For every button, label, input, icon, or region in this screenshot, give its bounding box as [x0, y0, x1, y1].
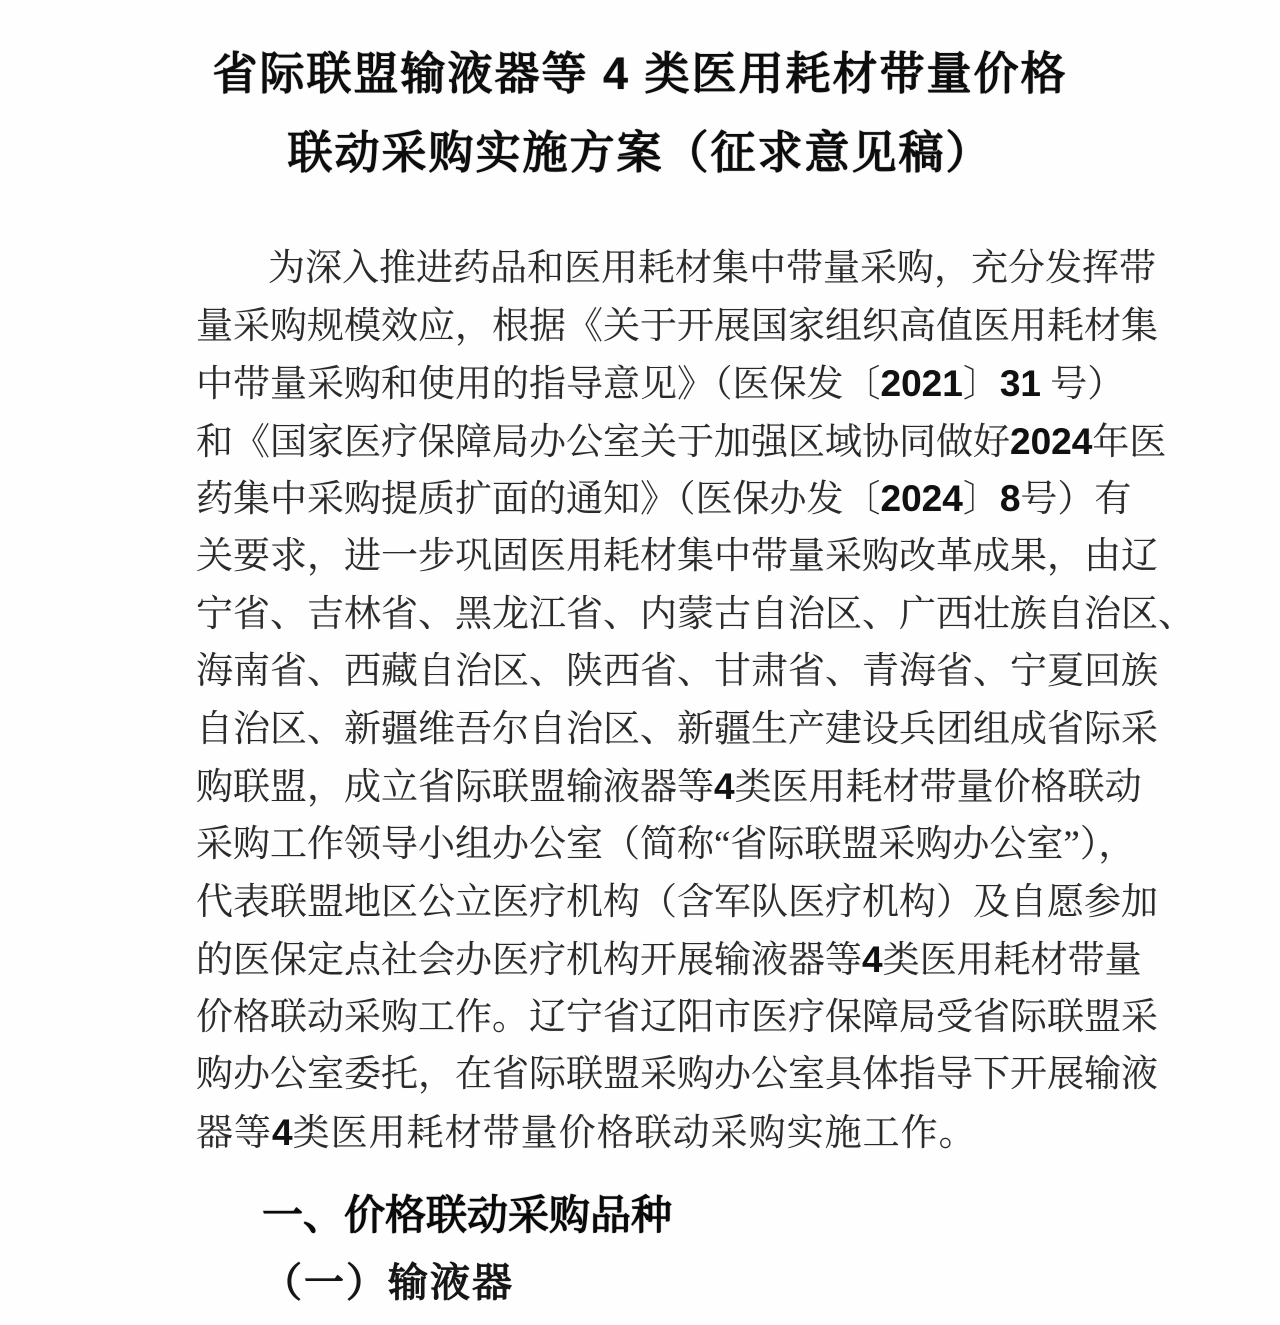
paragraph-line: 价格联动采购工作。辽宁省辽阳市医疗保障局受省际联盟采: [196, 996, 1158, 1038]
paragraph-line: 宁省、吉林省、黑龙江省、内蒙古自治区、广西壮族自治区、: [196, 593, 1195, 635]
paragraph-line: 器等4类医用耗材带量价格联动采购实施工作。: [196, 1111, 977, 1154]
paragraph-line: 自治区、新疆维吾尔自治区、新疆生产建设兵团组成省际采: [196, 708, 1158, 750]
section-heading-1: 一、价格联动采购品种: [262, 1191, 672, 1238]
paragraph-line: 中带量采购和使用的指导意见》（医保发〔2021〕31 号）: [196, 363, 1125, 406]
document-title-line-1: 省际联盟输液器等 4 类医用耗材带量价格: [212, 48, 1068, 99]
paragraph-line: 采购工作领导小组办公室（简称“省际联盟采购办公室”），: [196, 823, 1136, 865]
document-body-paragraph: [0, 240, 1280, 1162]
paragraph-line: 代表联盟地区公立医疗机构（含军队医疗机构）及自愿参加: [196, 881, 1158, 923]
paragraph-line: 海南省、西藏自治区、陕西省、甘肃省、青海省、宁夏回族: [196, 651, 1158, 693]
paragraph-line: 药集中采购提质扩面的通知》（医保办发〔2024〕8号）有: [196, 478, 1132, 521]
document-title-line-2: 联动采购实施方案（征求意见稿）: [287, 127, 993, 178]
paragraph-line: 的医保定点社会办医疗机构开展输液器等4类医用耗材带量: [196, 939, 1142, 982]
paragraph-line: 购联盟，成立省际联盟输液器等4类医用耗材带量价格联动: [196, 766, 1142, 809]
section-heading-1-1: （一）输液器: [262, 1259, 514, 1305]
paragraph-line: 和《国家医疗保障局办公室关于加强区域协同做好2024年医: [196, 420, 1167, 463]
paragraph-line: 为深入推进药品和医用耗材集中带量采购，充分发挥带: [268, 248, 1156, 289]
paragraph-line: 购办公室委托，在省际联盟采购办公室具体指导下开展输液: [196, 1054, 1158, 1096]
document-title: [0, 0, 1280, 192]
paragraph-line: 关要求，进一步巩固医用耗材集中带量采购改革成果，由辽: [196, 535, 1158, 577]
document-sections: [0, 1184, 1280, 1314]
paragraph-line: 量采购规模效应，根据《关于开展国家组织高值医用耗材集: [196, 305, 1158, 347]
